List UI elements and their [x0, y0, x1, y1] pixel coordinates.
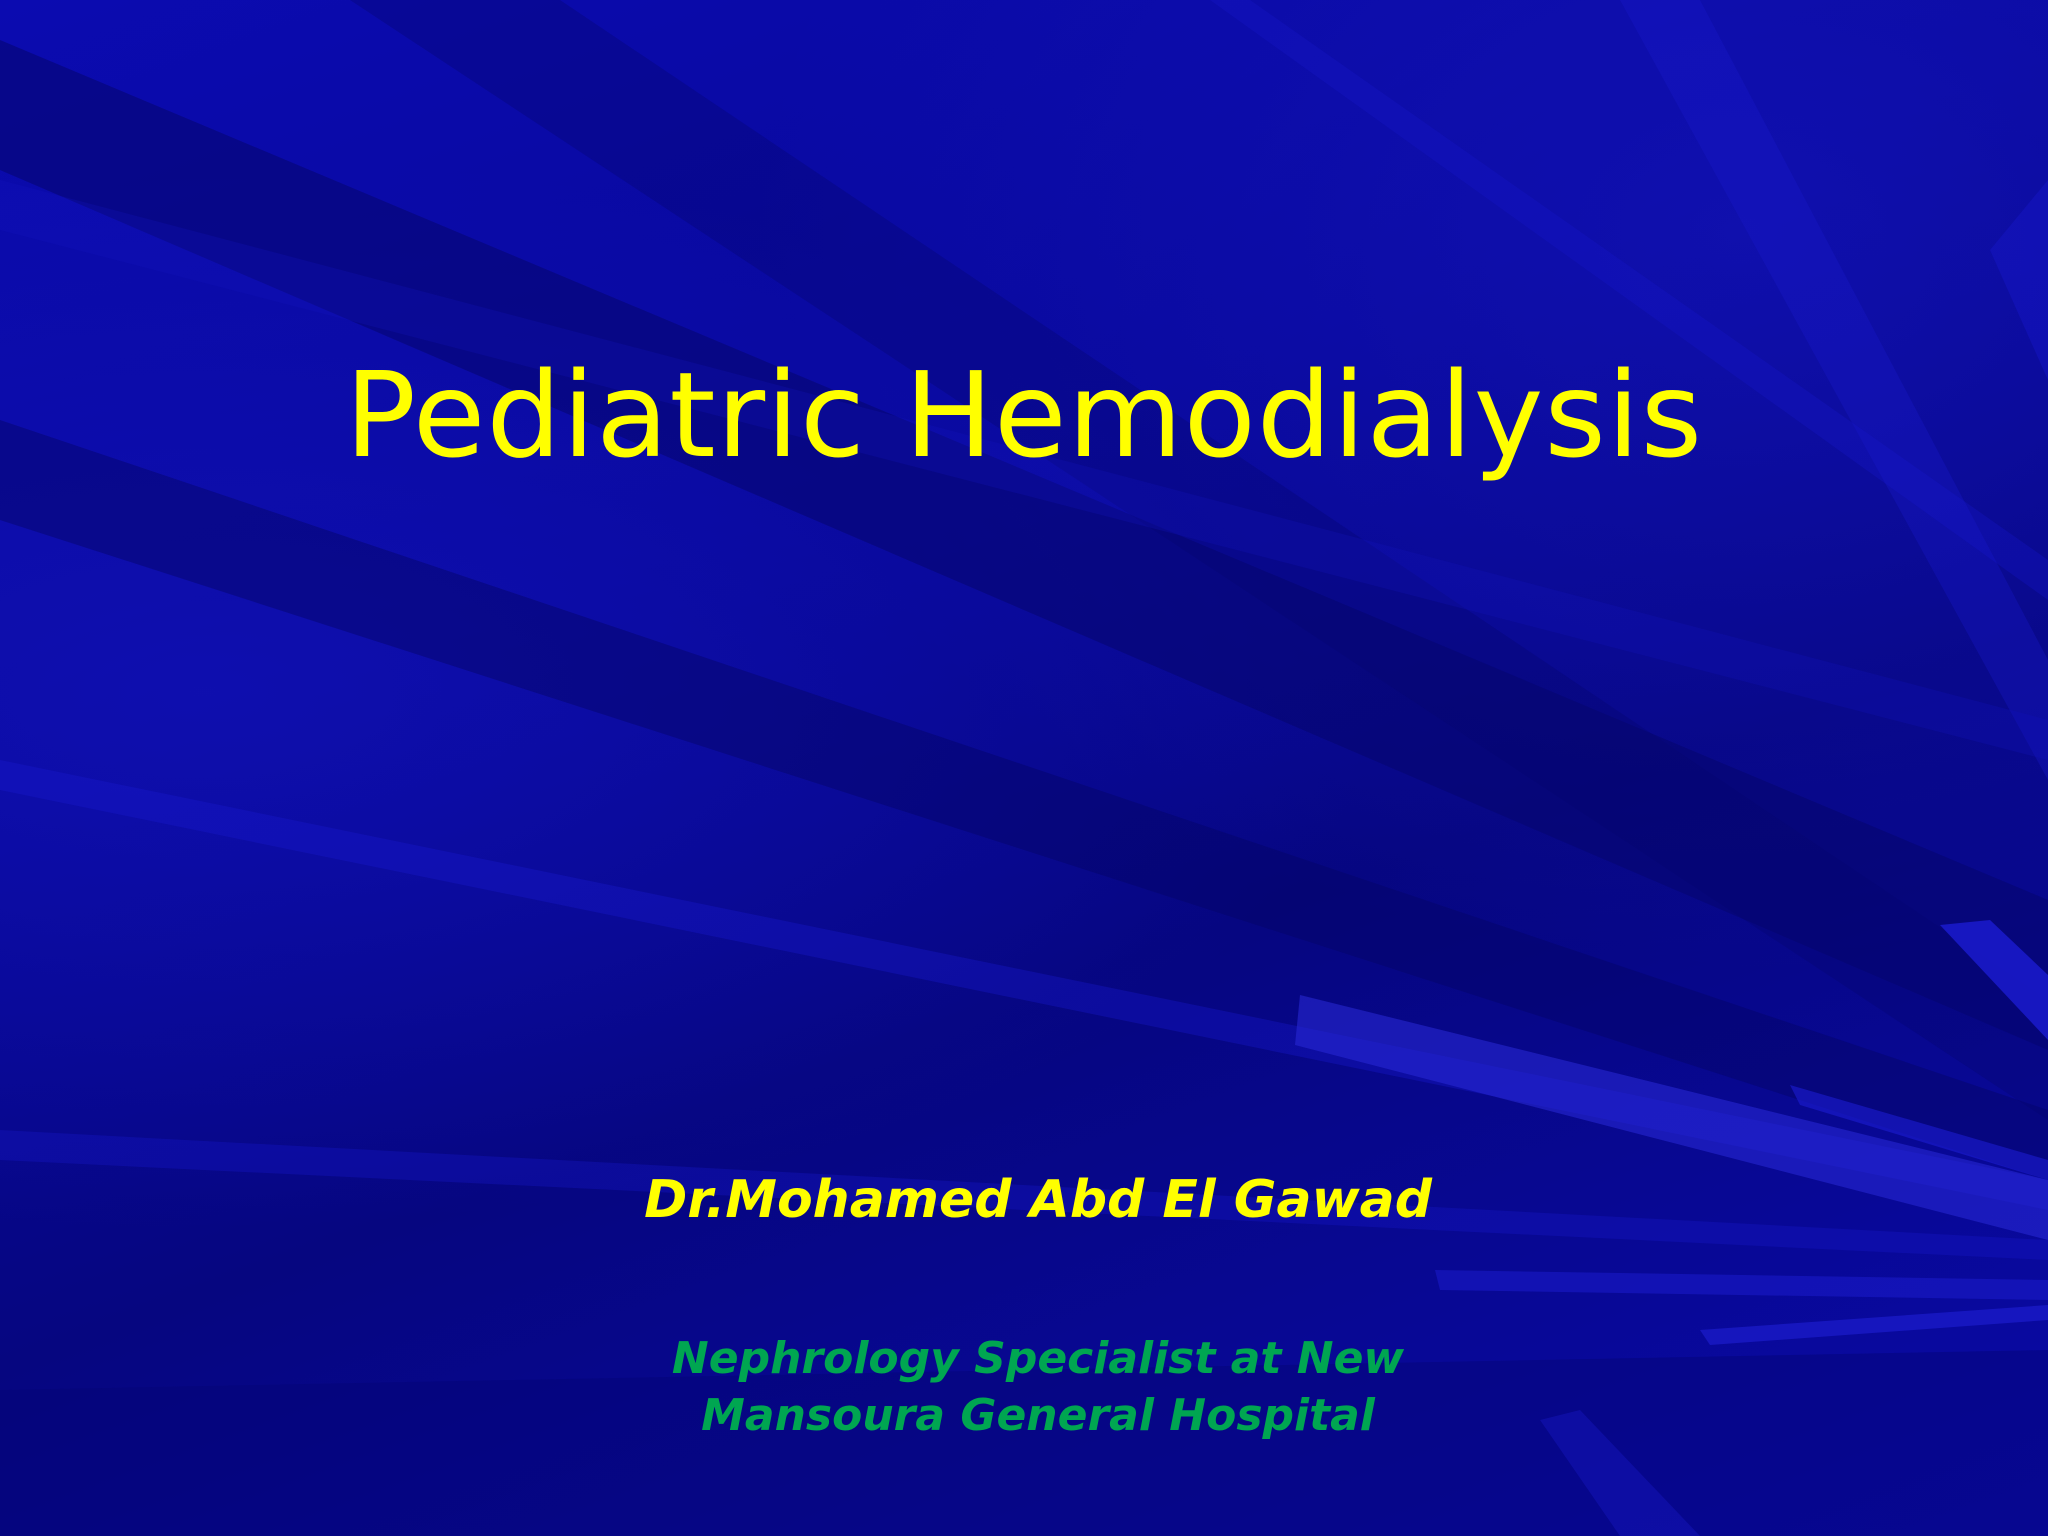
affiliation-line-1: Nephrology Specialist at New: [671, 1333, 1405, 1384]
ray-light-5: [1435, 1270, 2048, 1300]
ray-top-right-2: [1210, 0, 2048, 600]
ray-dark-3: [350, 0, 2048, 1120]
author-name: Dr.Mohamed Abd El Gawad: [644, 1170, 1432, 1230]
slide-title: Pediatric Hemodialysis: [344, 346, 1704, 484]
affiliation-line-2: Mansoura General Hospital: [701, 1390, 1375, 1441]
author-affiliation: [0, 1330, 2048, 1444]
